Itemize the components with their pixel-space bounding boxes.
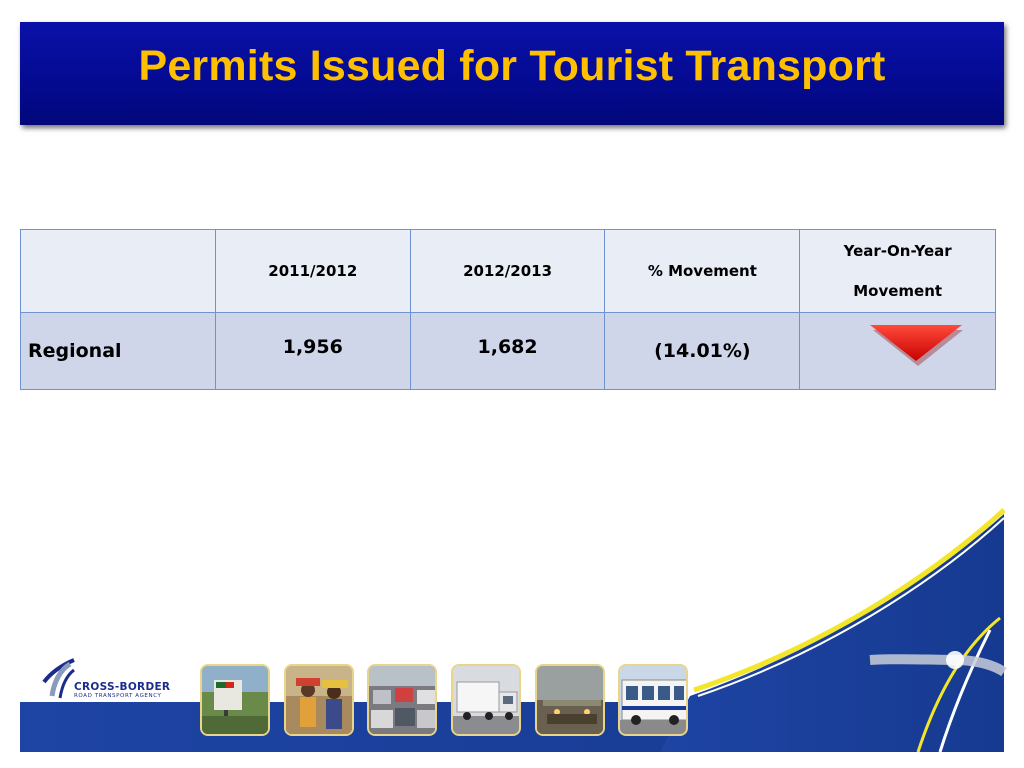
- header-year-on-year-movement: [800, 230, 996, 313]
- header-2012-2013: 2012/2013: [410, 230, 605, 313]
- header-yoy-line1: Year-On-Year: [843, 242, 952, 260]
- value-2012-2013: 1,682: [477, 336, 538, 358]
- cell-2012-2013: [410, 313, 605, 390]
- traders-photo: [284, 664, 354, 736]
- logo-subtitle: ROAD TRANSPORT AGENCY: [74, 693, 162, 699]
- border-post-photo: [535, 664, 605, 736]
- permits-table: [20, 229, 996, 390]
- table-row: [21, 313, 996, 390]
- cell-trend: [800, 313, 996, 390]
- page-title: Permits Issued for Tourist Transport: [138, 42, 886, 90]
- title-banner: [20, 22, 1004, 125]
- logo-title: CROSS-BORDER: [74, 681, 171, 693]
- header-percent-movement: % Movement: [605, 230, 800, 313]
- down-arrow-icon: [868, 323, 968, 369]
- cell-2011-2012: [215, 313, 410, 390]
- truck-photo: [451, 664, 521, 736]
- traffic-queue-photo: [367, 664, 437, 736]
- header-2011-2012: 2011/2012: [215, 230, 410, 313]
- header-empty-cell: [21, 230, 216, 313]
- cell-percent-movement: (14.01%): [605, 313, 800, 390]
- value-2011-2012: 1,956: [282, 336, 343, 358]
- bus-photo: [618, 664, 688, 736]
- border-sign-photo: [200, 664, 270, 736]
- header-yoy-line2: Movement: [853, 282, 943, 300]
- table-header-row: [21, 230, 996, 313]
- row-label-regional: Regional: [21, 313, 216, 390]
